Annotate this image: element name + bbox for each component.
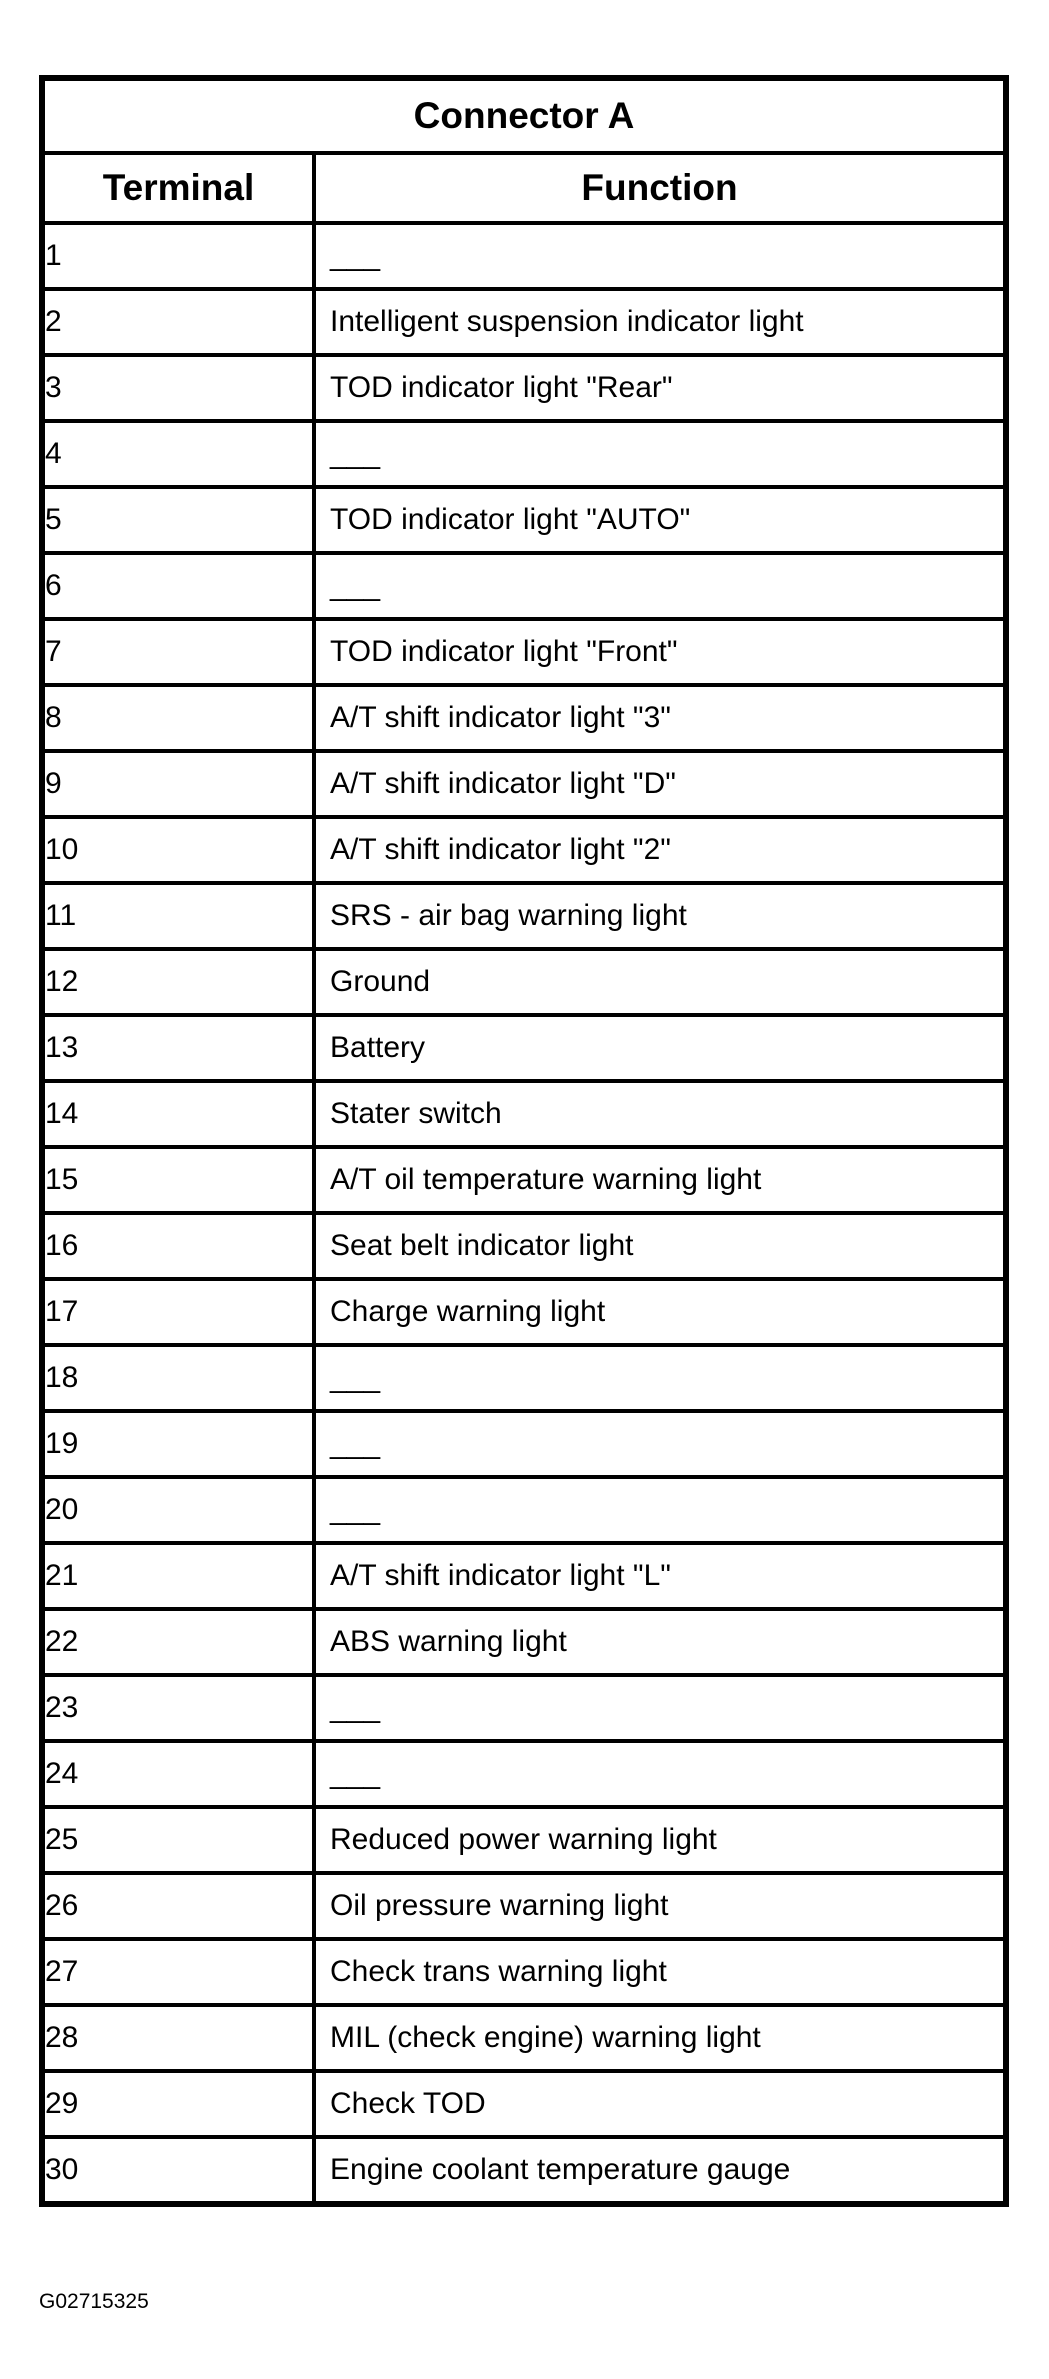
function-cell: ___ [314,553,1006,619]
table-row [42,1213,1006,1279]
table-row [42,1477,1006,1543]
title-row [42,78,1006,153]
function-cell: Ground [314,949,1006,1015]
terminal-cell: 21 [42,1543,314,1609]
terminal-cell: 19 [42,1411,314,1477]
terminal-cell: 18 [42,1345,314,1411]
function-cell: A/T shift indicator light "2" [314,817,1006,883]
table-row [42,421,1006,487]
column-header-function: Function [314,153,1006,223]
function-cell: Seat belt indicator light [314,1213,1006,1279]
terminal-cell: 29 [42,2071,314,2137]
terminal-cell: 5 [42,487,314,553]
table-row [42,1345,1006,1411]
function-cell: TOD indicator light "Rear" [314,355,1006,421]
table-row [42,1543,1006,1609]
function-cell: ___ [314,223,1006,289]
table-row [42,751,1006,817]
terminal-cell: 1 [42,223,314,289]
function-cell: ___ [314,1411,1006,1477]
table-row [42,949,1006,1015]
table-row [42,487,1006,553]
function-cell: Engine coolant temperature gauge [314,2137,1006,2204]
terminal-cell: 13 [42,1015,314,1081]
function-cell: A/T oil temperature warning light [314,1147,1006,1213]
table-row [42,2071,1006,2137]
table-row [42,817,1006,883]
function-cell: ___ [314,1675,1006,1741]
function-cell: A/T shift indicator light "3" [314,685,1006,751]
table-body [42,223,1006,2204]
function-cell: ___ [314,1477,1006,1543]
table-row [42,553,1006,619]
column-header-terminal: Terminal [42,153,314,223]
function-cell: Battery [314,1015,1006,1081]
table-row [42,289,1006,355]
terminal-cell: 20 [42,1477,314,1543]
function-cell: Stater switch [314,1081,1006,1147]
table-row [42,1081,1006,1147]
table-row [42,355,1006,421]
table-row [42,2005,1006,2071]
function-cell: TOD indicator light "Front" [314,619,1006,685]
terminal-cell: 9 [42,751,314,817]
table-row [42,1873,1006,1939]
terminal-cell: 3 [42,355,314,421]
terminal-cell: 17 [42,1279,314,1345]
function-cell: ___ [314,421,1006,487]
table-row [42,1147,1006,1213]
terminal-cell: 16 [42,1213,314,1279]
terminal-cell: 7 [42,619,314,685]
table-row [42,2137,1006,2204]
terminal-cell: 11 [42,883,314,949]
table-row [42,1741,1006,1807]
table-row [42,1609,1006,1675]
terminal-cell: 30 [42,2137,314,2204]
figure-id: G02715325 [39,2290,149,2313]
function-cell: Check trans warning light [314,1939,1006,2005]
table-row [42,685,1006,751]
terminal-cell: 22 [42,1609,314,1675]
table-row [42,883,1006,949]
terminal-cell: 25 [42,1807,314,1873]
terminal-cell: 8 [42,685,314,751]
table-row [42,619,1006,685]
header-row [42,153,1006,223]
terminal-cell: 26 [42,1873,314,1939]
table-title: Connector A [42,78,1006,153]
function-cell: Oil pressure warning light [314,1873,1006,1939]
function-cell: A/T shift indicator light "D" [314,751,1006,817]
function-cell: ABS warning light [314,1609,1006,1675]
terminal-cell: 28 [42,2005,314,2071]
function-cell: Check TOD [314,2071,1006,2137]
table-row [42,1939,1006,2005]
function-cell: Intelligent suspension indicator light [314,289,1006,355]
function-cell: MIL (check engine) warning light [314,2005,1006,2071]
table-row [42,1015,1006,1081]
terminal-cell: 24 [42,1741,314,1807]
table-row [42,1675,1006,1741]
function-cell: SRS - air bag warning light [314,883,1006,949]
terminal-cell: 4 [42,421,314,487]
terminal-cell: 15 [42,1147,314,1213]
table-row [42,1279,1006,1345]
function-cell: ___ [314,1345,1006,1411]
table-row [42,1807,1006,1873]
terminal-cell: 14 [42,1081,314,1147]
connector-table [39,75,1009,2207]
function-cell: TOD indicator light "AUTO" [314,487,1006,553]
function-cell: ___ [314,1741,1006,1807]
function-cell: A/T shift indicator light "L" [314,1543,1006,1609]
terminal-cell: 12 [42,949,314,1015]
function-cell: Reduced power warning light [314,1807,1006,1873]
table-row [42,1411,1006,1477]
terminal-cell: 10 [42,817,314,883]
function-cell: Charge warning light [314,1279,1006,1345]
terminal-cell: 27 [42,1939,314,2005]
terminal-cell: 23 [42,1675,314,1741]
terminal-cell: 6 [42,553,314,619]
terminal-cell: 2 [42,289,314,355]
table-row [42,223,1006,289]
